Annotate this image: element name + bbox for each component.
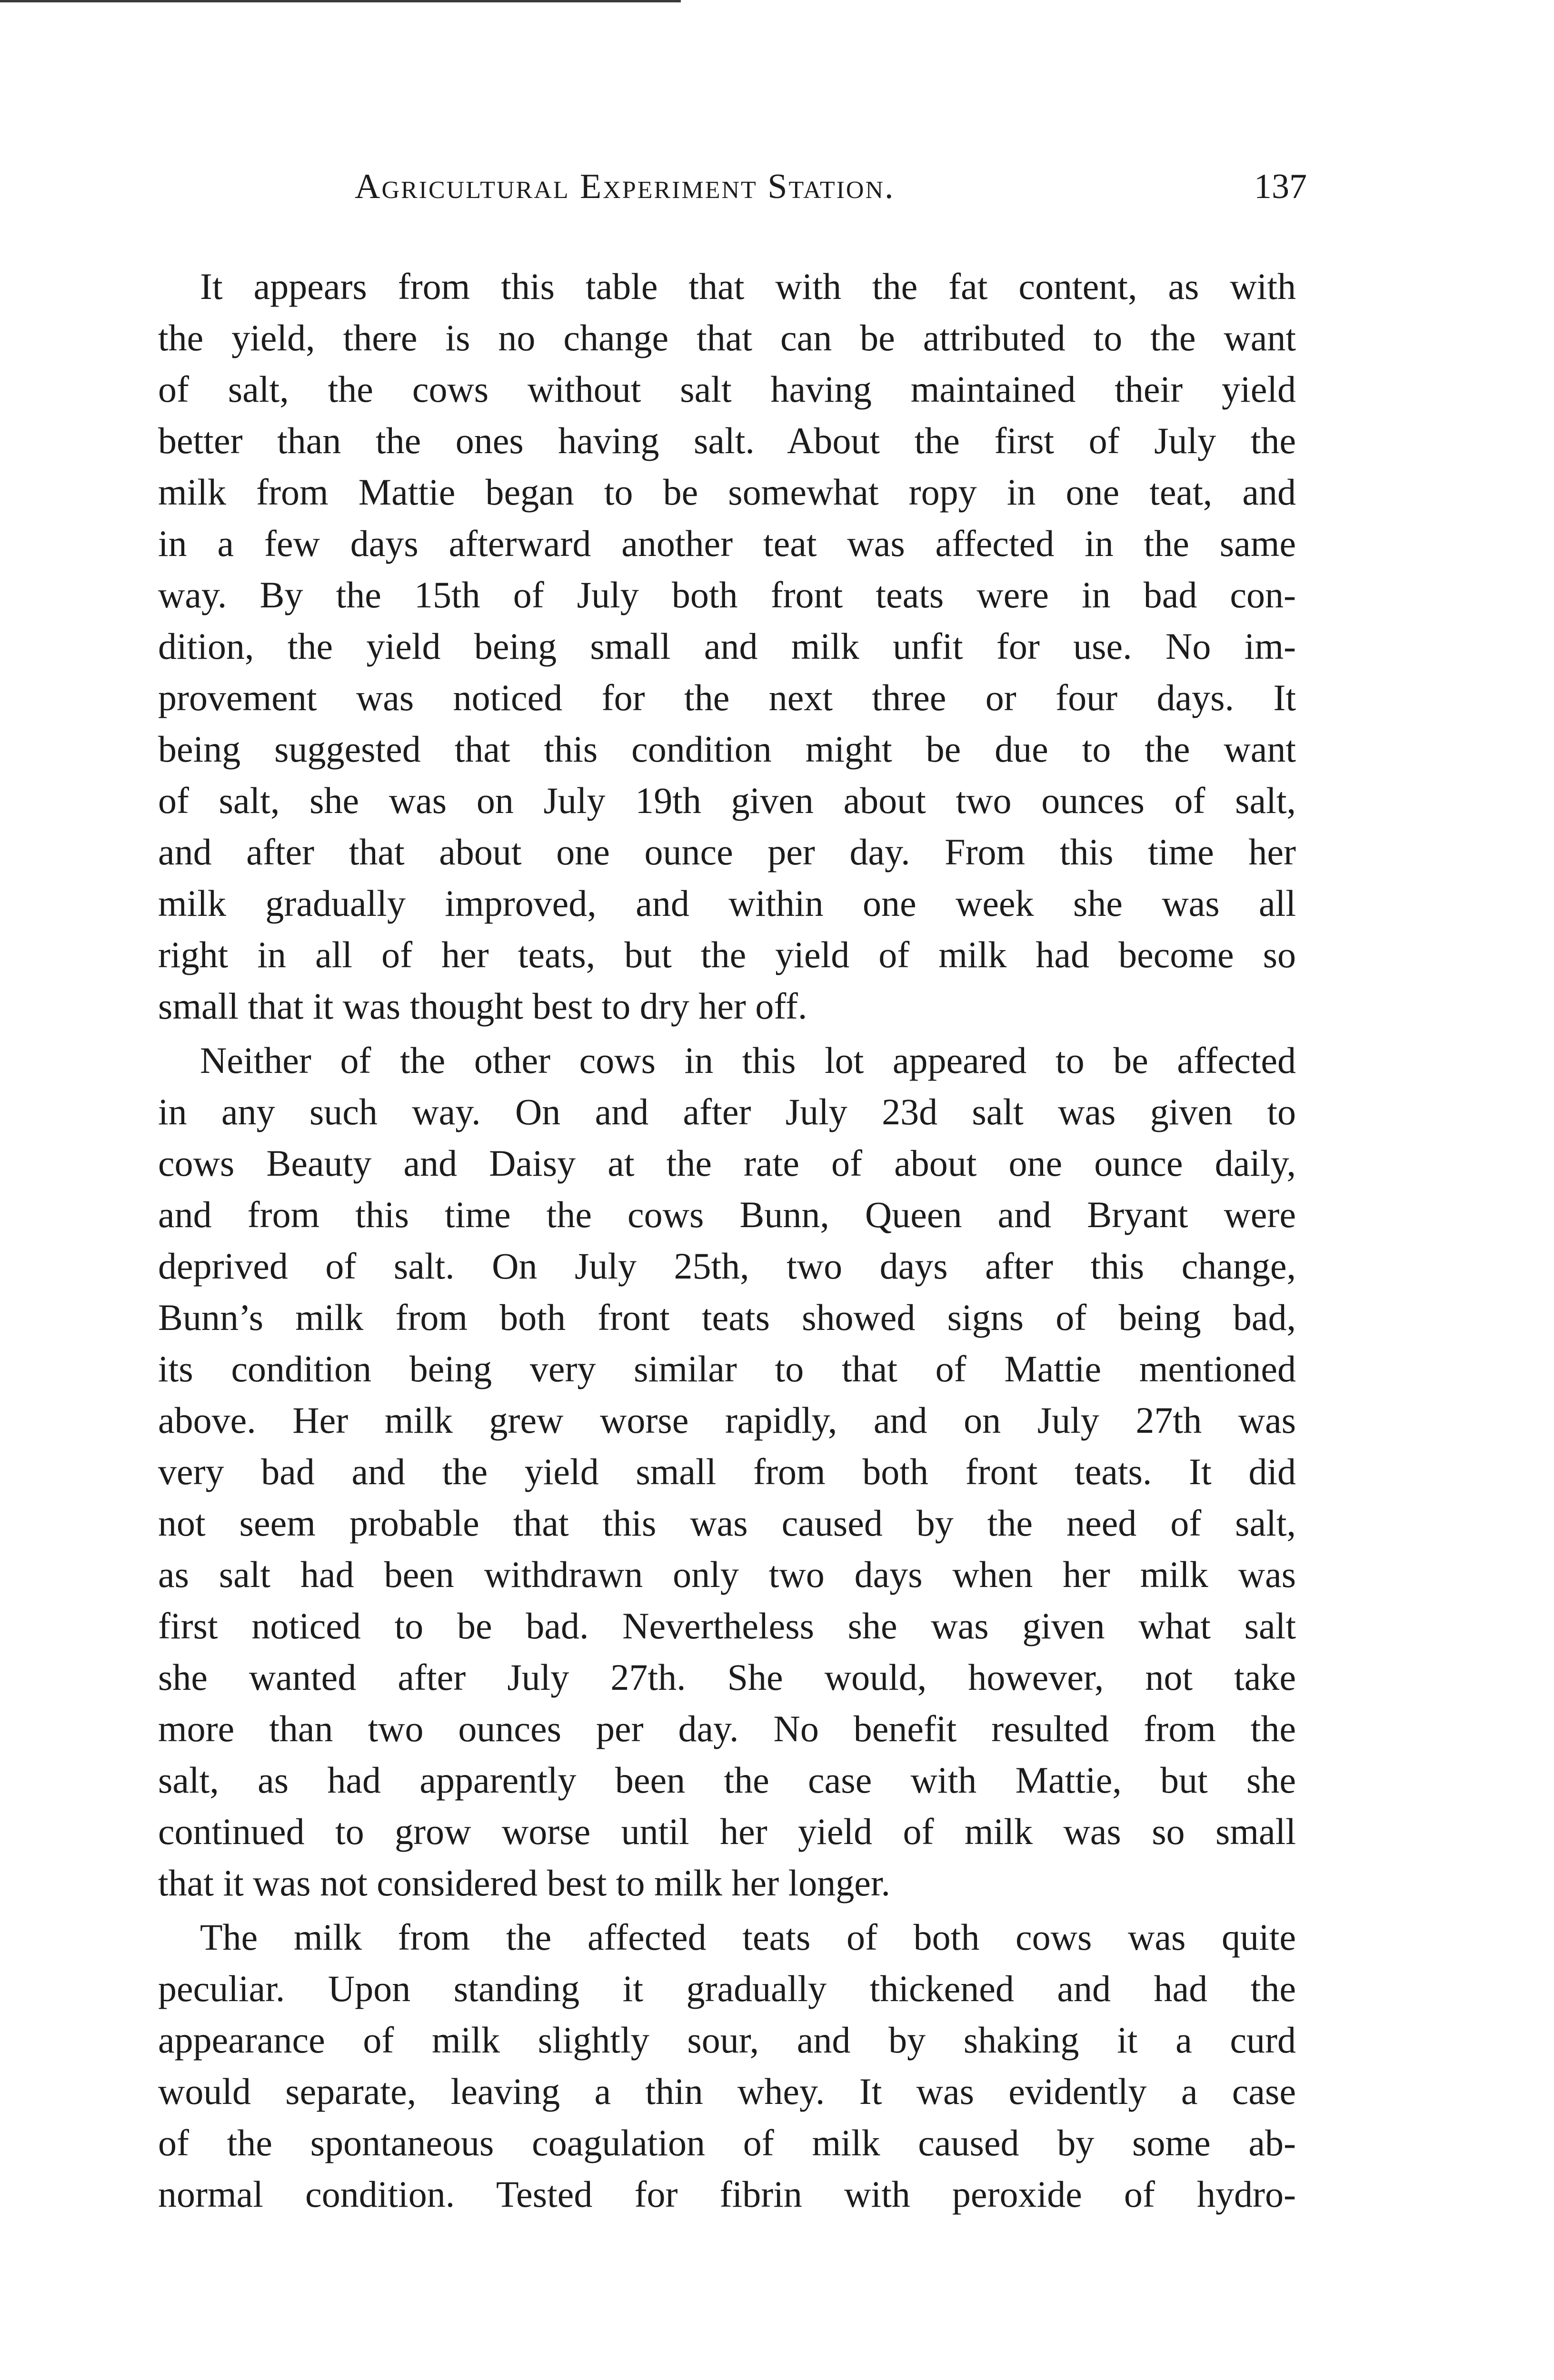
text-line: as salt had been withdrawn only two days when her milk was — [158, 1554, 1296, 1595]
text-line: and from this time the cows Bunn, Queen and Bryant were — [158, 1194, 1296, 1235]
paragraph — [158, 261, 1296, 1032]
text-line: she wanted after July 27th. She would, however, not take — [158, 1656, 1296, 1698]
text-line: way. By the 15th of July both front teats were in bad con- — [158, 574, 1296, 615]
text-line: continued to grow worse until her yield of milk was so small — [158, 1811, 1296, 1852]
body-text — [158, 261, 1296, 2220]
text-line: of salt, the cows without salt having maintained their yield — [158, 368, 1296, 410]
text-line: small that it was thought best to dry her off. — [158, 985, 807, 1027]
text-line: would separate, leaving a thin whey. It was evidently a case — [158, 2071, 1296, 2112]
text-line: Bunn’s milk from both front teats showed signs of being bad, — [158, 1297, 1296, 1338]
text-line: deprived of salt. On July 25th, two days after this change, — [158, 1245, 1296, 1287]
text-line: dition, the yield being small and milk unfit for use. No im- — [158, 625, 1296, 667]
text-line: in a few days afterward another teat was affected in the same — [158, 523, 1296, 564]
text-line: right in all of her teats, but the yield of milk had become so — [158, 934, 1296, 975]
text-line: The milk from the affected teats of both cows was quite — [200, 1916, 1296, 1958]
text-line: very bad and the yield small from both front teats. It did — [158, 1451, 1296, 1492]
running-head: Agricultural Experiment Station. — [355, 167, 895, 206]
text-line: provement was noticed for the next three or four days. It — [158, 677, 1296, 718]
text-line: its condition being very similar to that of Mattie mentioned — [158, 1348, 1296, 1389]
text-line: the yield, there is no change that can be attributed to the want — [158, 317, 1296, 358]
text-line: more than two ounces per day. No benefit resulted from the — [158, 1708, 1296, 1749]
text-line: first noticed to be bad. Nevertheless she was given what salt — [158, 1605, 1296, 1646]
text-line: milk gradually improved, and within one week she was all — [158, 883, 1296, 924]
text-line: and after that about one ounce per day. From this time her — [158, 831, 1296, 873]
text-line: It appears from this table that with the fat content, as with — [200, 266, 1296, 307]
text-line: above. Her milk grew worse rapidly, and on July 27th was — [158, 1399, 1296, 1441]
top-rule — [0, 0, 681, 2]
text-line: in any such way. On and after July 23d salt was given to — [158, 1091, 1296, 1132]
text-line: appearance of milk slightly sour, and by shaking it a curd — [158, 2019, 1296, 2061]
paragraph — [158, 1912, 1296, 2220]
text-line: milk from Mattie began to be somewhat ropy in one teat, and — [158, 471, 1296, 513]
text-line: being suggested that this condition might be due to the want — [158, 728, 1296, 770]
paragraph — [158, 1035, 1296, 1909]
text-line: normal condition. Tested for fibrin with peroxide of hydro- — [158, 2173, 1296, 2215]
text-line: of the spontaneous coagulation of milk caused by some ab- — [158, 2122, 1296, 2163]
text-line: salt, as had apparently been the case with Mattie, but she — [158, 1759, 1296, 1801]
page-header — [355, 167, 1307, 219]
text-line: not seem probable that this was caused by the need of salt, — [158, 1502, 1296, 1544]
text-line: Neither of the other cows in this lot appeared to be affected — [200, 1040, 1296, 1081]
text-line: of salt, she was on July 19th given about two ounces of salt, — [158, 780, 1296, 821]
page-number: 137 — [1254, 167, 1307, 206]
text-line: that it was not considered best to milk her longer. — [158, 1862, 891, 1904]
text-line: peculiar. Upon standing it gradually thickened and had the — [158, 1968, 1296, 2009]
text-line: better than the ones having salt. About the first of July the — [158, 420, 1296, 461]
text-line: cows Beauty and Daisy at the rate of about one ounce daily, — [158, 1142, 1296, 1184]
